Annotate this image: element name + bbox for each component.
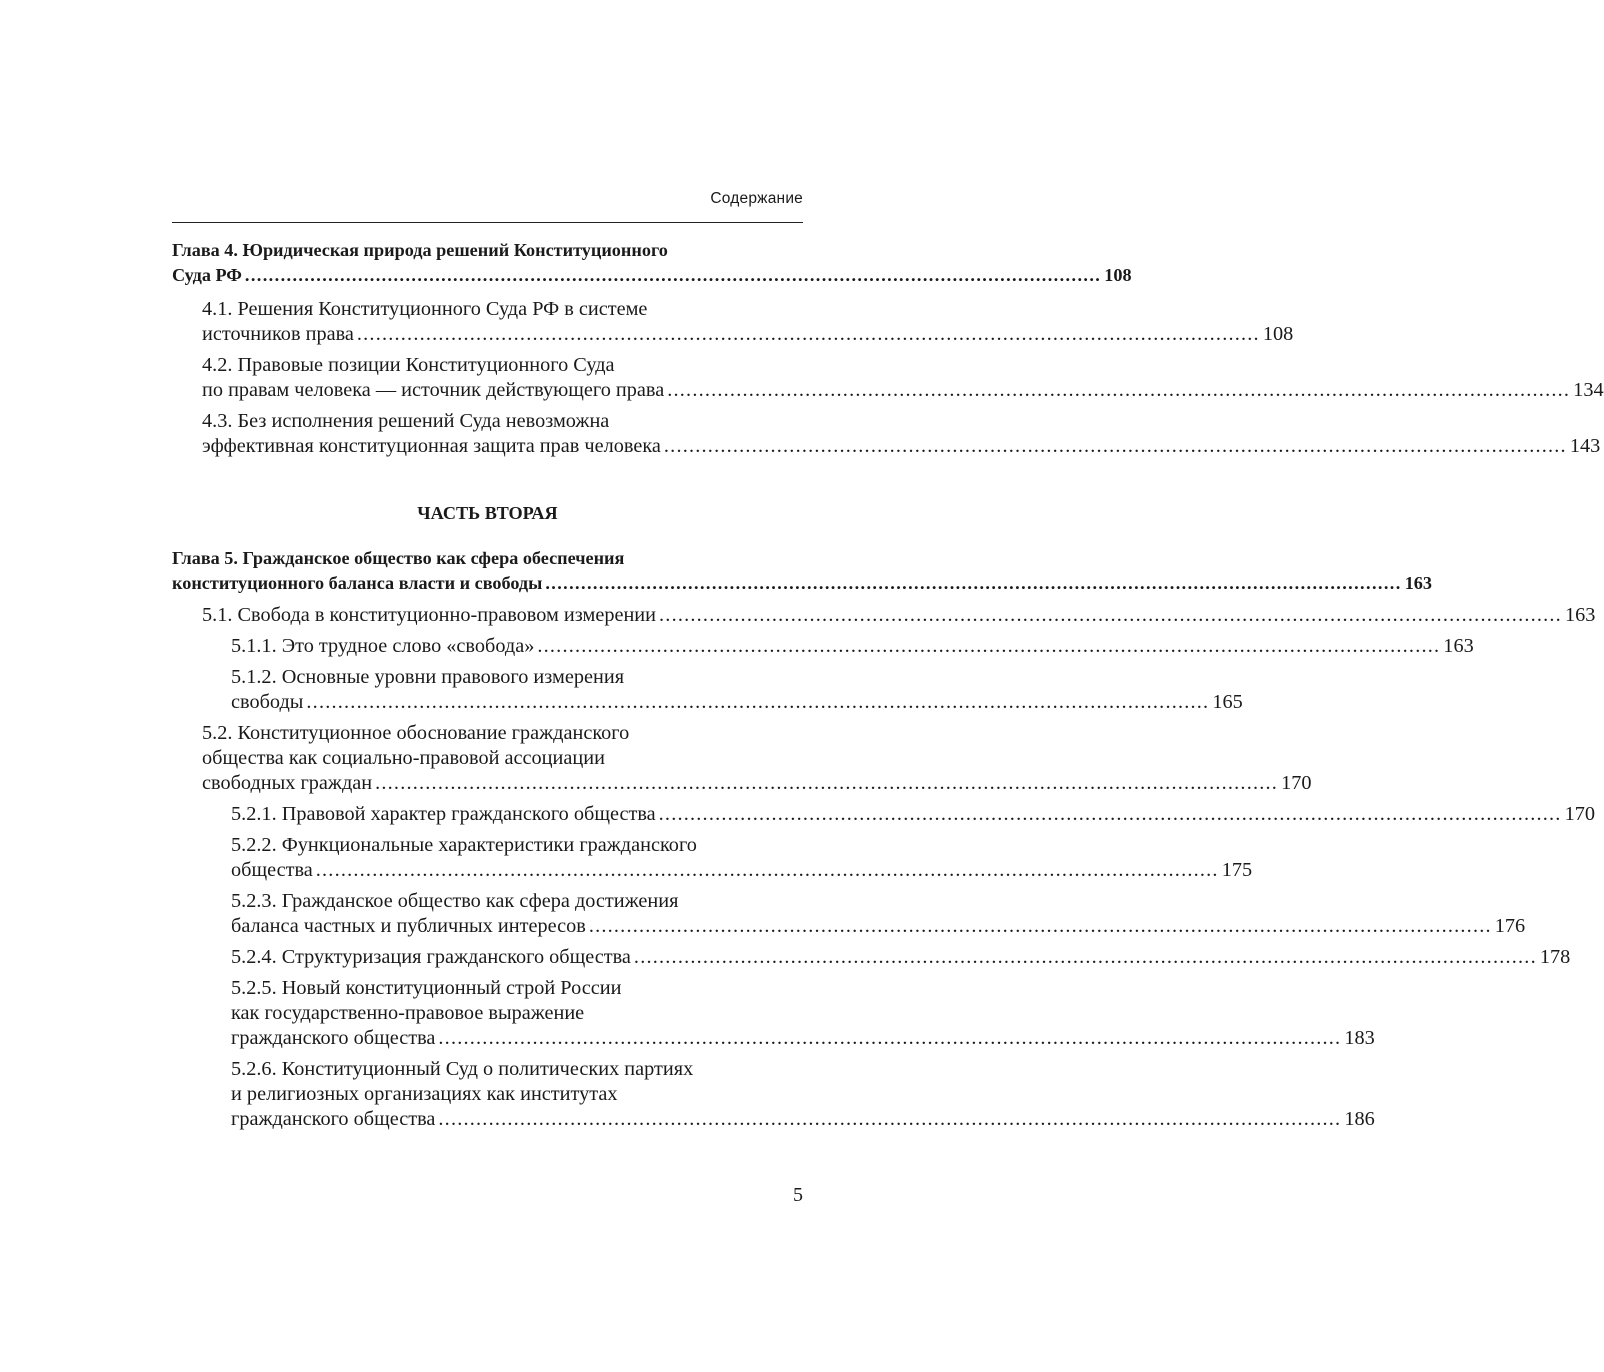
leader-dots: ................................................................................................................................................ (633, 946, 1537, 968)
page-ref: 134 (1573, 379, 1604, 401)
toc-last-line (231, 634, 1474, 659)
toc-item-5-1-1[interactable] (172, 634, 1474, 659)
leader-dots: ................................................................................................................................................ (306, 691, 1210, 713)
toc-line: 5.1.2. Основные уровни правового измерения (231, 666, 625, 688)
leader-dots: ................................................................................................................................................ (438, 1027, 1342, 1049)
toc-last-line (231, 945, 1571, 970)
leader-dots: ................................................................................................................................................ (659, 604, 1562, 626)
toc-last-line (202, 771, 1312, 796)
toc-item-4-3[interactable] (172, 409, 1601, 459)
toc-item-5-2-4[interactable] (172, 945, 1571, 970)
page-ref: 170 (1281, 772, 1312, 794)
toc-text: свободных граждан (202, 772, 373, 794)
toc-line: общества как социально-правовой ассоциации (202, 747, 605, 769)
toc-text: по правам человека — источник действующего права (202, 379, 665, 401)
toc-text: Суда РФ (172, 265, 242, 285)
toc-last-line (231, 914, 1526, 939)
toc-item-5-2-3[interactable] (172, 889, 1526, 939)
toc-last-line (231, 1026, 1375, 1051)
leader-dots: ................................................................................................................................................ (663, 435, 1567, 457)
leader-dots: ................................................................................................................................................ (315, 859, 1219, 881)
toc-text: конституционного баланса власти и свободы (172, 573, 543, 593)
toc-text: общества (231, 859, 313, 881)
toc-line: Глава 4. Юридическая природа решений Конституционного (172, 240, 668, 260)
toc-line: Глава 5. Гражданское общество как сфера обеспечения (172, 548, 625, 568)
toc-chapter-5[interactable] (172, 546, 1432, 596)
toc-text: эффективная конституционная защита прав человека (202, 435, 661, 457)
toc-line: и религиозных организациях как институтах (231, 1083, 618, 1105)
toc-line: 5.2.3. Гражданское общество как сфера достижения (231, 890, 679, 912)
toc-line: 4.1. Решения Конституционного Суда РФ в системе (202, 298, 648, 320)
page-ref: 178 (1539, 946, 1571, 968)
toc-item-5-1[interactable] (172, 603, 1596, 628)
toc-line: 5.2.5. Новый конституционный строй России (231, 977, 622, 999)
leader-dots: ................................................................................................................................................ (375, 772, 1279, 794)
toc-line: 4.2. Правовые позиции Конституционного Суда (202, 354, 615, 376)
toc-last-line (231, 690, 1243, 715)
toc-line: 5.2.6. Конституционный Суд о политических партиях (231, 1058, 694, 1080)
toc-text: 5.1. Свобода в конституционно-правовом измерении (202, 604, 657, 626)
page-number: 5 (793, 1184, 803, 1206)
toc-last-line (231, 802, 1596, 827)
toc-item-5-2-6[interactable] (172, 1057, 1375, 1132)
toc-text: 5.1.1. Это трудное слово «свобода» (231, 635, 535, 657)
toc-text: гражданского общества (231, 1108, 436, 1130)
toc-item-5-2-1[interactable] (172, 802, 1596, 827)
toc-text: баланса частных и публичных интересов (231, 915, 586, 937)
toc-last-line (172, 571, 1432, 596)
page-ref: 176 (1494, 915, 1526, 937)
page-ref: 163 (1564, 604, 1596, 626)
page-ref: 175 (1221, 859, 1253, 881)
page-ref: 183 (1344, 1027, 1375, 1049)
table-of-contents (172, 238, 1604, 1132)
toc-item-5-2-2[interactable] (172, 833, 1253, 883)
toc-item-5-2[interactable] (172, 721, 1312, 796)
toc-last-line (202, 603, 1596, 628)
part-title: ЧАСТЬ ВТОРАЯ (417, 503, 558, 523)
page-ref: 108 (1104, 265, 1132, 285)
page-ref: 170 (1564, 803, 1596, 825)
page-ref: 163 (1404, 573, 1432, 593)
toc-last-line (231, 1107, 1375, 1132)
leader-dots: ................................................................................................................................................ (537, 635, 1441, 657)
toc-line: как государственно-правовое выражение (231, 1002, 585, 1024)
toc-text: гражданского общества (231, 1027, 436, 1049)
header-rule (172, 222, 803, 223)
toc-text: свободы (231, 691, 304, 713)
toc-last-line (202, 322, 1294, 347)
toc-text: 5.2.4. Структуризация гражданского общества (231, 946, 631, 968)
toc-line: 5.2. Конституционное обоснование гражданского (202, 722, 630, 744)
toc-last-line (202, 378, 1604, 403)
toc-item-5-1-2[interactable] (172, 665, 1243, 715)
page-ref: 165 (1212, 691, 1243, 713)
page-ref: 163 (1443, 635, 1474, 657)
leader-dots: ................................................................................................................................................ (356, 323, 1260, 345)
toc-line: 4.3. Без исполнения решений Суда невозможна (202, 410, 610, 432)
toc-item-4-2[interactable] (172, 353, 1604, 403)
running-head: Содержание (710, 190, 803, 207)
toc-text: 5.2.1. Правовой характер гражданского общества (231, 803, 656, 825)
toc-last-line (202, 434, 1601, 459)
toc-last-line (172, 263, 1132, 288)
leader-dots: ................................................................................................................................................ (438, 1108, 1342, 1130)
leader-dots: ................................................................................................................................................ (545, 573, 1402, 593)
page-ref: 108 (1262, 323, 1294, 345)
leader-dots: ................................................................................................................................................ (588, 915, 1492, 937)
leader-dots: ................................................................................................................................................ (667, 379, 1571, 401)
leader-dots: ................................................................................................................................................ (658, 803, 1562, 825)
page-ref: 143 (1569, 435, 1601, 457)
toc-item-4-1[interactable] (172, 297, 1294, 347)
toc-item-5-2-5[interactable] (172, 976, 1375, 1051)
toc-last-line (231, 858, 1253, 883)
leader-dots: ................................................................................................................................................ (244, 265, 1102, 285)
page-ref: 186 (1344, 1108, 1375, 1130)
toc-chapter-4[interactable] (172, 238, 1132, 288)
toc-line: 5.2.2. Функциональные характеристики гражданского (231, 834, 697, 856)
toc-text: источников права (202, 323, 354, 345)
